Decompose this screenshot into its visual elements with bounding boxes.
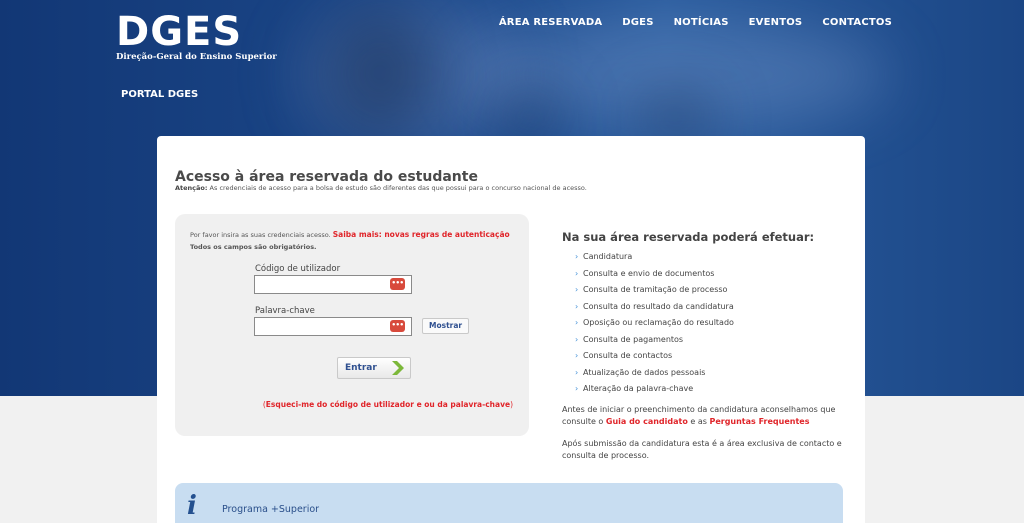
enter-button[interactable] (337, 357, 411, 379)
info-icon: i (187, 491, 197, 521)
forgot-credentials-link[interactable]: Esqueci-me do código de utilizador e ou da palavra-chave (265, 400, 511, 409)
login-intro (190, 230, 510, 239)
username-input[interactable] (254, 275, 412, 294)
list-item (562, 365, 852, 382)
banner-background-shape (325, 5, 435, 140)
nav-noticias[interactable]: NOTÍCIAS (673, 17, 729, 28)
list-item (562, 381, 852, 398)
after-submission-text: Após submissão da candidatura esta é a área exclusiva de contacto e consulta de processo. (562, 439, 842, 460)
list-item-label: Consulta de pagamentos (583, 334, 684, 344)
nav-contactos[interactable]: CONTACTOS (822, 17, 892, 28)
banner-background-shape (640, 95, 710, 140)
login-form (175, 214, 529, 436)
list-item (562, 299, 852, 316)
chevron-right-icon: › (575, 318, 579, 327)
chevron-right-icon: › (575, 367, 579, 377)
forgot-open-paren: ( (262, 400, 266, 409)
advice-text-1: Antes de iniciar o preenchimento da candidatura aconselhamos que consulte o (562, 405, 836, 426)
candidate-guide-link[interactable]: Guia do candidato (605, 417, 688, 426)
faq-link[interactable]: Perguntas Frequentes (709, 417, 810, 426)
password-label: Palavra-chave (255, 306, 315, 316)
attention-note (175, 184, 587, 192)
programa-superior-title: Programa +Superior (222, 504, 320, 515)
list-item-label: Consulta e envio de documentos (583, 268, 715, 278)
chevron-right-icon: › (575, 268, 579, 278)
reserved-area-title: Na sua área reservada poderá efetuar: (562, 230, 815, 244)
content-panel (157, 136, 865, 523)
banner-background-shape (500, 95, 560, 140)
reserved-area-info (562, 230, 852, 398)
nav-area-reservada[interactable]: ÁREA RESERVADA (498, 17, 603, 28)
list-item (562, 332, 852, 349)
chevron-right-icon: › (575, 252, 579, 261)
programa-superior-banner[interactable] (175, 483, 843, 523)
list-item-label: Oposição ou reclamação do resultado (583, 318, 734, 327)
chevron-right-icon: › (575, 351, 579, 360)
main-nav (499, 17, 892, 28)
forgot-credentials (263, 400, 513, 409)
advice-text (562, 404, 852, 428)
list-item-label: Consulta de contactos (583, 351, 673, 360)
password-manager-icon[interactable]: ••• (390, 320, 405, 332)
show-password-button[interactable]: Mostrar (422, 318, 469, 334)
list-item (562, 266, 852, 283)
list-item (562, 249, 852, 266)
list-item (562, 348, 852, 365)
arrow-right-icon (391, 360, 405, 376)
nav-dges[interactable]: DGES (622, 17, 654, 28)
login-intro-text: Por favor insira as suas credenciais acesso. (190, 231, 333, 239)
list-item (562, 282, 852, 299)
username-label: Código de utilizador (255, 264, 341, 274)
password-manager-icon[interactable]: ••• (390, 278, 405, 290)
list-item (562, 315, 852, 332)
chevron-right-icon: › (575, 334, 579, 344)
chevron-right-icon: › (575, 301, 579, 311)
attention-label: Atenção: (175, 184, 208, 192)
enter-button-label: Entrar (345, 363, 377, 373)
attention-text: As credenciais de acesso para a bolsa de estudo são diferentes das que possui para o concurso nacional de acesso. (207, 184, 587, 192)
reserved-area-actions (562, 249, 852, 398)
nav-eventos[interactable]: EVENTOS (748, 17, 803, 28)
list-item-label: Consulta do resultado da candidatura (583, 301, 734, 311)
portal-dges-link[interactable]: PORTAL DGES (121, 89, 199, 100)
forgot-close-paren: ) (510, 400, 513, 409)
chevron-right-icon: › (575, 285, 579, 294)
list-item-label: Alteração da palavra-chave (583, 384, 694, 393)
logo-text: DGES (116, 9, 243, 55)
list-item-label: Consulta de tramitação de processo (583, 285, 728, 294)
advice-text-2: e as (687, 417, 710, 426)
page-title: Acesso à área reservada do estudante (175, 169, 478, 185)
dges-logo[interactable] (116, 9, 277, 62)
chevron-right-icon: › (575, 384, 579, 393)
auth-rules-link[interactable]: Saiba mais: novas regras de autenticação (332, 230, 510, 239)
list-item-label: Atualização de dados pessoais (583, 367, 706, 377)
list-item-label: Candidatura (583, 252, 633, 261)
required-fields-note: Todos os campos são obrigatórios. (190, 243, 317, 251)
logo-subtitle: Direção-Geral do Ensino Superior (116, 52, 277, 62)
password-input[interactable] (254, 317, 412, 336)
